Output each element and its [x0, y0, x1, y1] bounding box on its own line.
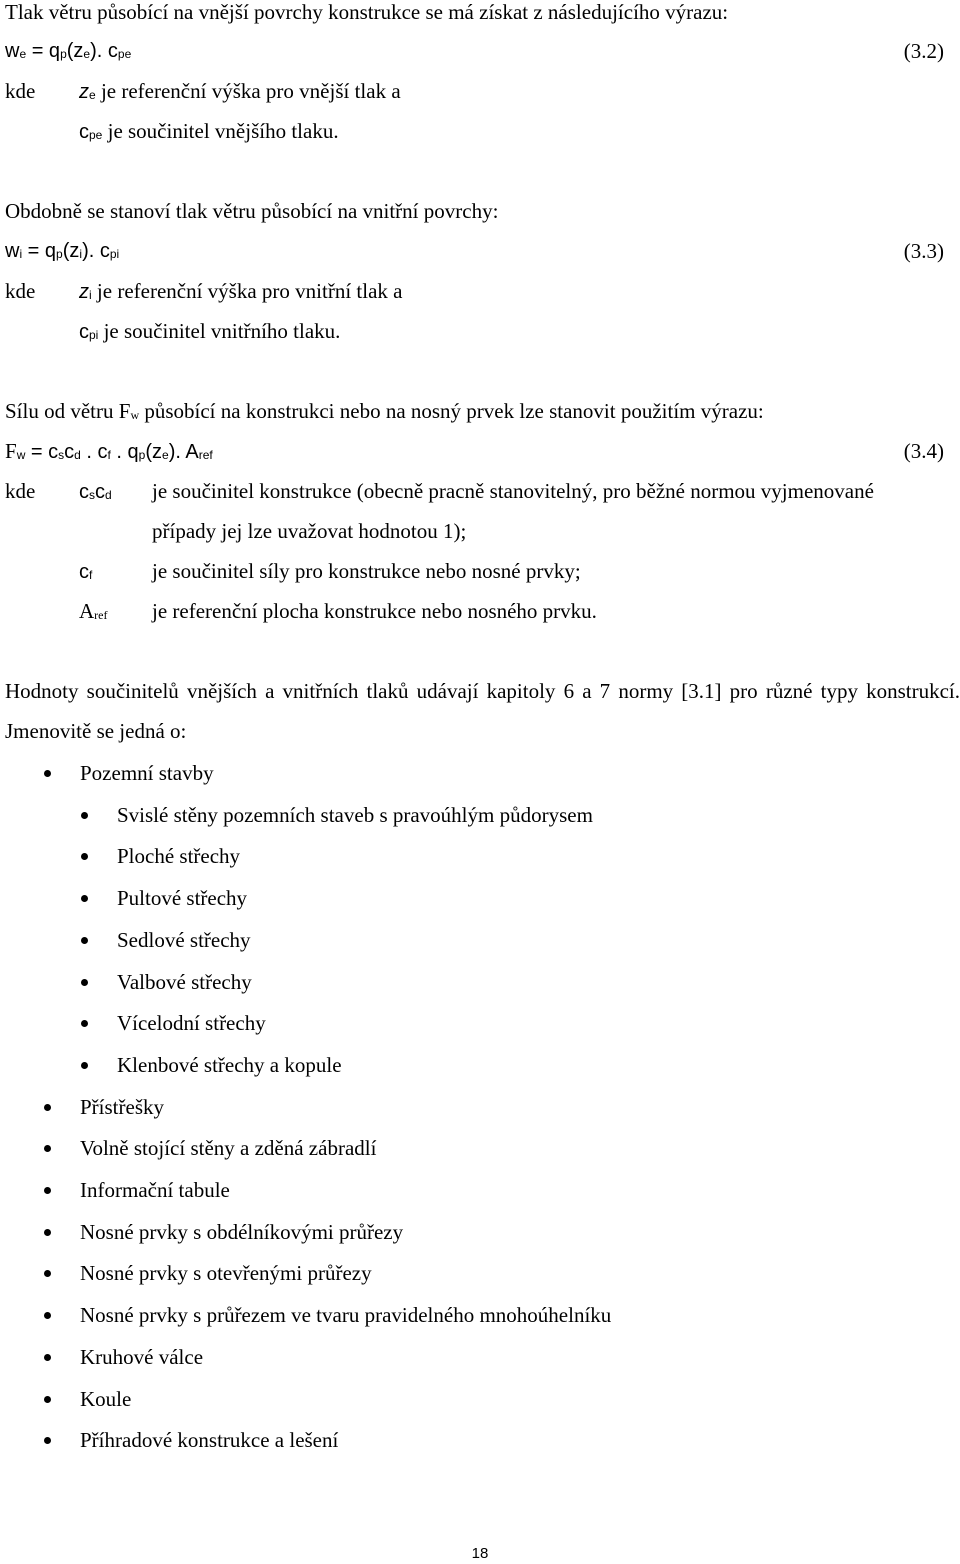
bullet-icon	[81, 895, 88, 902]
list-item-label: Nosné prvky s otevřenými průřezy	[80, 1261, 372, 1285]
bullet-icon	[44, 770, 51, 777]
bullet-icon	[81, 1062, 88, 1069]
definition-cpe: $c_{pe}$ je součinitel vnějšího tlaku.	[79, 119, 339, 143]
symbol-cscd: $c_sc_d$	[79, 481, 112, 503]
bullet-icon	[44, 1437, 51, 1444]
list-item-label: Vícelodní střechy	[117, 1011, 266, 1035]
bullet-icon	[81, 979, 88, 986]
equation-3-2: $w_e = q_p(z_e)$. $c_{pe}$	[5, 40, 132, 62]
paragraph-intro-external: Tlak větru působící na vnější povrchy konstrukce se má získat z následujícího výrazu:	[5, 0, 729, 24]
list-item-label: Pozemní stavby	[80, 761, 214, 785]
where-label: kde	[5, 79, 36, 103]
page-number: 18	[471, 1545, 489, 1562]
equation-number-3-4: (3.4)	[903, 439, 944, 463]
bullet-icon	[44, 1187, 51, 1194]
symbol-cf: $c_f$	[79, 561, 93, 583]
definition-cpi: $c_{pi}$ je součinitel vnitřního tlaku.	[79, 319, 341, 343]
definition-aref: je referenční plocha konstrukce nebo nosného prvku.	[152, 599, 597, 623]
definition-cscd-line2: případy jej lze uvažovat hodnotou 1);	[152, 519, 467, 543]
list-item-label: Sedlové střechy	[117, 928, 251, 952]
symbol-aref: $A_{ref}$	[79, 599, 108, 623]
where-label: kde	[5, 479, 36, 503]
definition-cscd-line1: je součinitel konstrukce (obecně pracně stanovitelný, pro běžné normou vyjmenované	[152, 479, 874, 503]
list-item-label: Volně stojící stěny a zděná zábradlí	[80, 1136, 377, 1160]
bullet-icon	[44, 1229, 51, 1236]
bullet-icon	[44, 1396, 51, 1403]
where-label: kde	[5, 279, 36, 303]
list-item-label: Informační tabule	[80, 1178, 230, 1202]
definition-ze: $z_e$ je referenční výška pro vnější tlak a	[79, 79, 401, 103]
list-item-label: Klenbové střechy a kopule	[117, 1053, 342, 1077]
list-item-label: Koule	[80, 1387, 132, 1411]
equation-3-3: $w_i = q_p(z_i)$. $c_{pi}$	[5, 240, 120, 262]
list-item-label: Příhradové konstrukce a lešení	[80, 1428, 339, 1452]
bullet-icon	[44, 1354, 51, 1361]
paragraph-intro-internal: Obdobně se stanoví tlak větru působící na vnitřní povrchy:	[5, 199, 499, 223]
paragraph-coefficients: Hodnoty součinitelů vnějších a vnitřních tlaků udávají kapitoly 6 a 7 normy [3.1] pro různé typy konstrukcí. Jmenovitě se jedná o:	[5, 679, 960, 743]
list-item-label: Nosné prvky s obdélníkovými průřezy	[80, 1220, 404, 1244]
equation-number-3-2: (3.2)	[903, 39, 944, 63]
bullet-icon	[44, 1104, 51, 1111]
list-item-label: Pultové střechy	[117, 886, 248, 910]
bullet-icon	[81, 1020, 88, 1027]
bullet-icon	[44, 1312, 51, 1319]
list-item-label: Přístřešky	[80, 1095, 164, 1119]
definition-zi: $z_i$ je referenční výška pro vnitřní tlak a	[79, 279, 403, 303]
list-item-label: Svislé stěny pozemních staveb s pravoúhlým půdorysem	[117, 803, 593, 827]
list-item-label: Nosné prvky s průřezem ve tvaru pravidelného mnohoúhelníku	[80, 1303, 612, 1327]
definition-cf: je součinitel síly pro konstrukce nebo nosné prvky;	[152, 559, 581, 583]
bullet-icon	[81, 812, 88, 819]
bullet-icon	[81, 937, 88, 944]
equation-number-3-3: (3.3)	[903, 239, 944, 263]
bullet-icon	[44, 1270, 51, 1277]
bullet-icon	[44, 1145, 51, 1152]
list-item-label: Valbové střechy	[117, 970, 252, 994]
equation-3-4: $F_w = c_sc_d$ . $c_f$ . $q_p(z_e)$. $A_{ref}$	[5, 439, 213, 463]
paragraph-intro-force: Sílu od větru $F_w$ působící na konstrukci nebo na nosný prvek lze stanovit použitím výrazu:	[5, 399, 764, 423]
list-item-label: Kruhové válce	[80, 1345, 204, 1369]
bullet-icon	[81, 853, 88, 860]
list-item-label: Ploché střechy	[117, 844, 241, 868]
